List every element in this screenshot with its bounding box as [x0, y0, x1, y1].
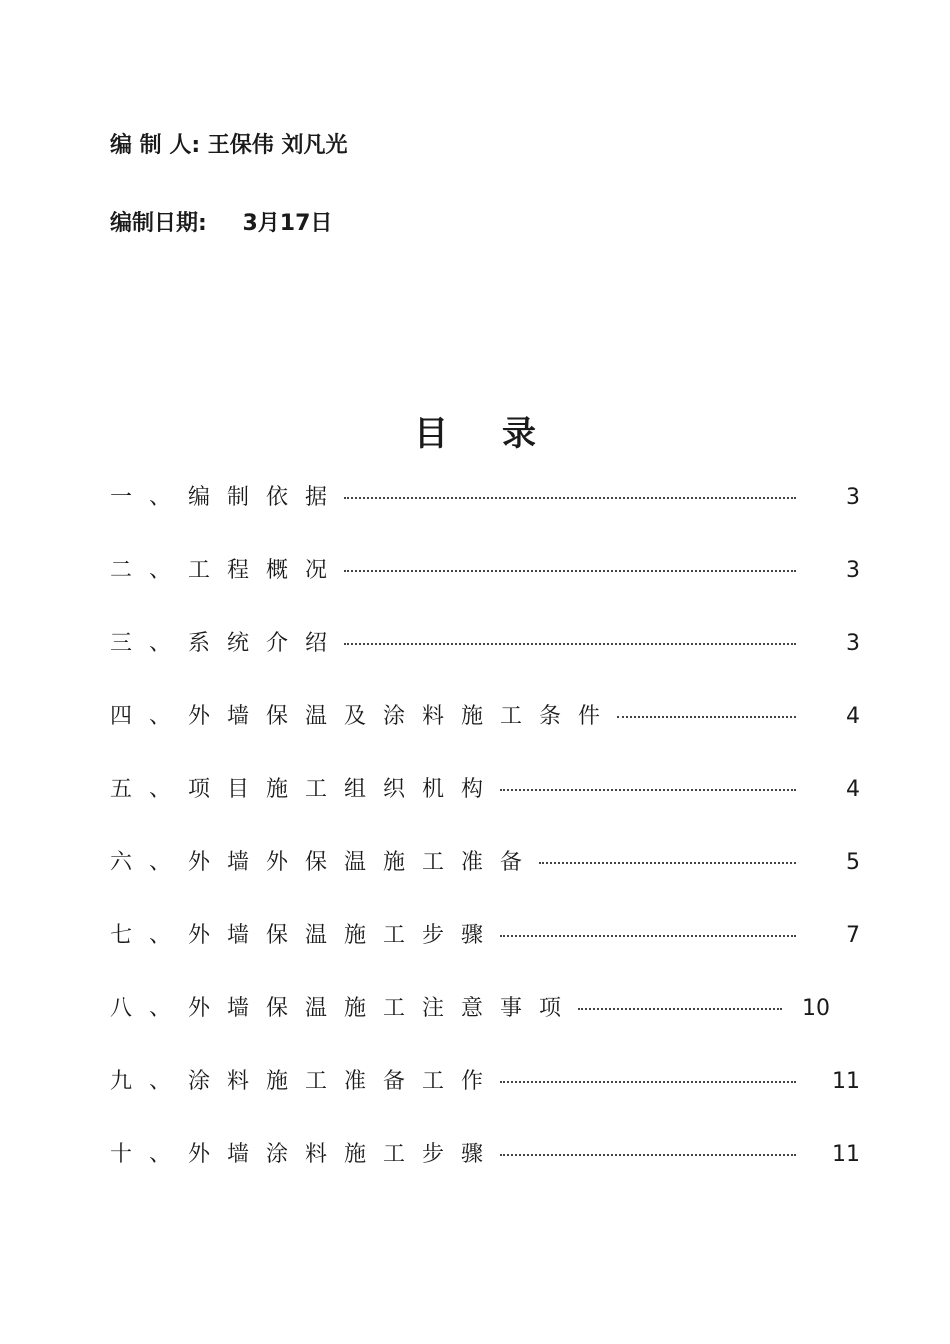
toc-item[interactable]: [110, 772, 860, 845]
toc-leader-dots: [500, 789, 796, 791]
date-value: 3月17日: [242, 211, 333, 236]
toc-item-page: 3: [846, 485, 860, 510]
toc-leader-dots: [500, 1154, 796, 1156]
toc-item-page: 11: [832, 1069, 860, 1094]
toc-item-page: 3: [846, 631, 860, 656]
toc-title: 目录: [414, 414, 590, 454]
table-of-contents: [110, 480, 860, 1210]
toc-item-page: 7: [846, 923, 860, 948]
toc-item[interactable]: [110, 480, 860, 553]
toc-item-text: 外墙保温施工步骤: [188, 923, 501, 948]
toc-leader-dots: [539, 862, 796, 864]
toc-item[interactable]: [110, 1137, 860, 1210]
toc-item-page: 10: [802, 996, 830, 1021]
toc-leader-dots: [500, 935, 796, 937]
date-label: 编制日期:: [110, 211, 207, 236]
toc-item[interactable]: [110, 553, 860, 626]
toc-leader-dots: [344, 643, 796, 645]
toc-leader-dots: [617, 716, 796, 718]
toc-item[interactable]: [110, 991, 860, 1064]
toc-item-text: 外墙涂料施工步骤: [188, 1142, 501, 1167]
author-value: 王保伟 刘凡光: [207, 133, 348, 158]
toc-leader-dots: [344, 497, 796, 499]
toc-leader-dots: [344, 570, 796, 572]
toc-item-page: 4: [846, 777, 860, 802]
toc-item-text: 系统介绍: [188, 631, 345, 656]
toc-item-text: 工程概况: [188, 558, 345, 583]
toc-item-page: 4: [846, 704, 860, 729]
toc-leader-dots: [500, 1081, 796, 1083]
toc-item[interactable]: [110, 845, 860, 918]
toc-item-page: 3: [846, 558, 860, 583]
toc-item-number: 七、: [110, 923, 189, 948]
toc-item-text: 项目施工组织机构: [188, 777, 501, 802]
toc-item-page: 5: [846, 850, 860, 875]
toc-item-number: 四、: [110, 704, 189, 729]
toc-item-number: 十、: [110, 1142, 189, 1167]
toc-item-text: 外墙外保温施工准备: [188, 850, 540, 875]
toc-item[interactable]: [110, 918, 860, 991]
toc-item-text: 编制依据: [188, 485, 345, 510]
toc-leader-dots: [578, 1008, 782, 1010]
toc-item-number: 三、: [110, 631, 189, 656]
date-line: [110, 206, 332, 237]
toc-item-number: 九、: [110, 1069, 189, 1094]
toc-item-number: 二、: [110, 558, 189, 583]
toc-item-text: 外墙保温及涂料施工条件: [188, 704, 618, 729]
toc-item-text: 涂料施工准备工作: [188, 1069, 501, 1094]
toc-item-number: 六、: [110, 850, 189, 875]
toc-item-number: 一、: [110, 485, 189, 510]
toc-item[interactable]: [110, 699, 860, 772]
toc-item-number: 五、: [110, 777, 189, 802]
toc-item-text: 外墙保温施工注意事项: [188, 996, 579, 1021]
toc-item[interactable]: [110, 626, 860, 699]
toc-item-number: 八、: [110, 996, 189, 1021]
author-line: [110, 128, 347, 159]
toc-item[interactable]: [110, 1064, 860, 1137]
author-label: 编 制 人:: [110, 133, 201, 158]
toc-item-page: 11: [832, 1142, 860, 1167]
